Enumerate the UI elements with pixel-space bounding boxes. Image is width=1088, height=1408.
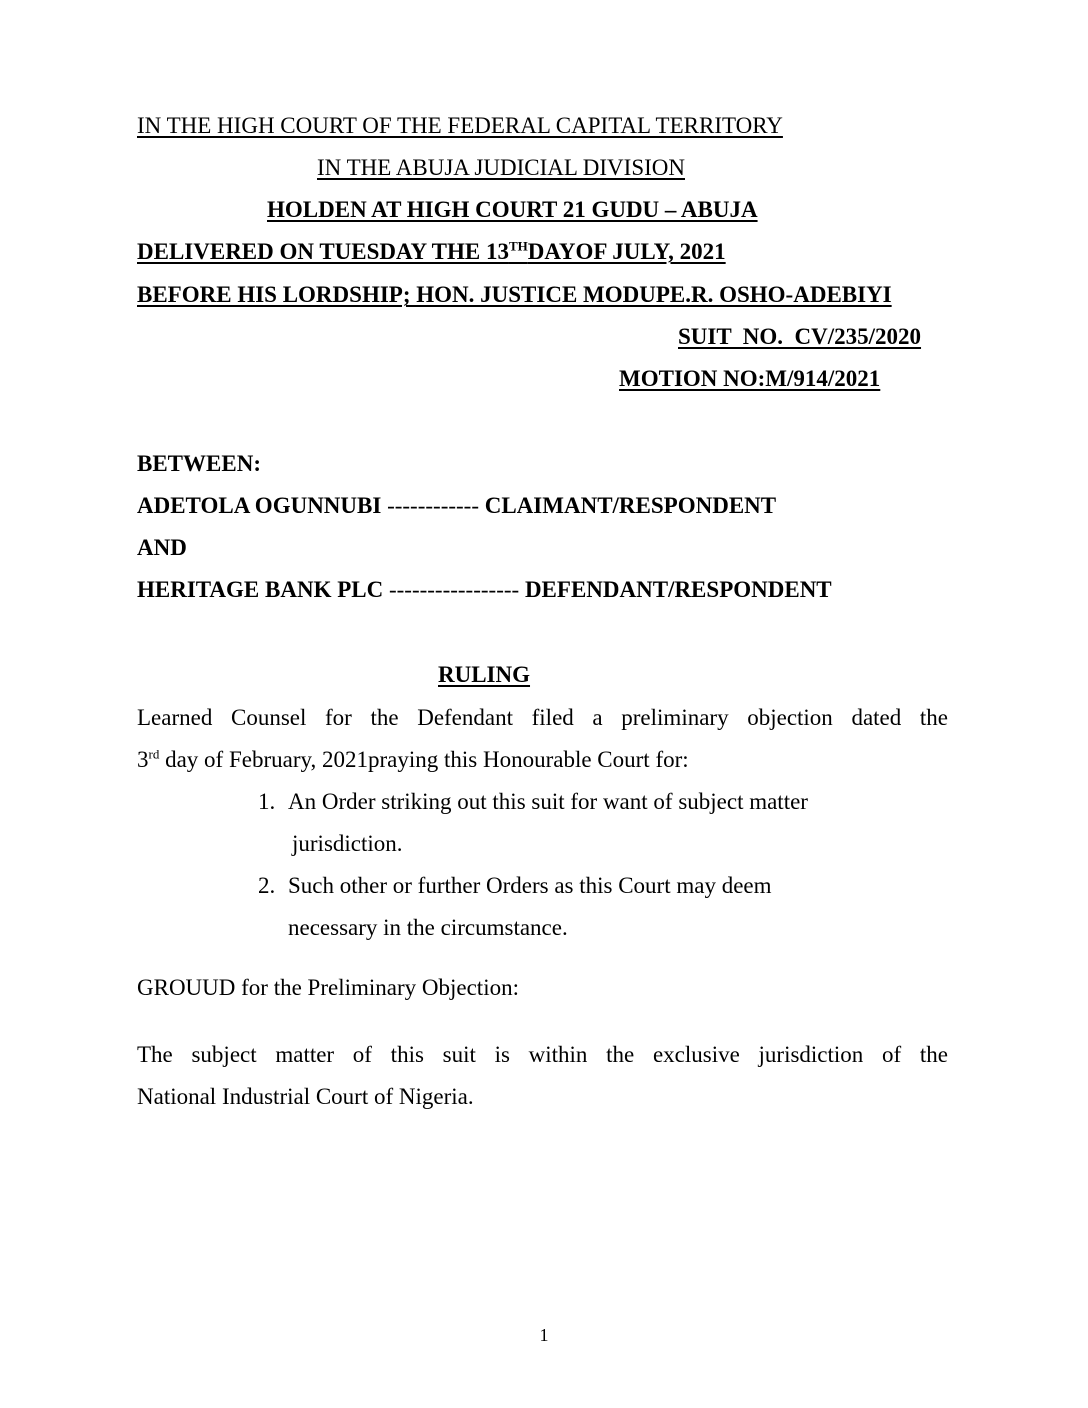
- ground-line-2: National Industrial Court of Nigeria.: [137, 1084, 474, 1109]
- claimant-name: ADETOLA OGUNNUBI: [137, 493, 382, 518]
- delivered-line: [137, 238, 726, 266]
- list-item-continuation: jurisdiction.: [292, 831, 403, 856]
- list-item-number: 2.: [258, 873, 276, 898]
- motion-number: MOTION NO:M/914/2021: [619, 366, 881, 391]
- court-title: IN THE HIGH COURT OF THE FEDERAL CAPITAL TERRITORY: [137, 113, 783, 138]
- holden-line: HOLDEN AT HIGH COURT 21 GUDU – ABUJA: [267, 197, 758, 222]
- suit-number: SUIT NO. CV/235/2020: [678, 324, 922, 349]
- division-title: IN THE ABUJA JUDICIAL DIVISION: [317, 155, 685, 180]
- defendant-name: HERITAGE BANK PLC: [137, 577, 384, 602]
- and-label: AND: [137, 535, 187, 560]
- intro-day-ordinal: rd: [148, 746, 160, 762]
- list-item-line: An Order striking out this suit for want of subject matter: [288, 789, 808, 814]
- page-number: 1: [539, 1325, 549, 1345]
- ruling-intro-line-2: [137, 746, 689, 774]
- list-item-line: Such other or further Orders as this Court may deem: [288, 873, 772, 898]
- list-item-number: 1.: [258, 789, 276, 814]
- ground-heading: GROUUD for the Preliminary Objection:: [137, 975, 519, 1000]
- ruling-intro-line-1: Learned Counsel for the Defendant filed a preliminary objection dated the: [137, 705, 948, 730]
- defendant-line: [137, 576, 832, 604]
- delivered-ordinal: TH: [508, 238, 528, 254]
- claimant-role: CLAIMANT/RESPONDENT: [484, 493, 777, 518]
- delivered-prefix: DELIVERED ON TUESDAY THE 13: [137, 239, 509, 264]
- delivered-suffix: DAYOF JULY, 2021: [527, 239, 726, 264]
- ruling-heading: RULING: [438, 662, 531, 687]
- intro-rest: day of February, 2021praying this Honourable Court for:: [159, 747, 689, 772]
- ground-line-1: The subject matter of this suit is within the exclusive jurisdiction of the: [137, 1042, 948, 1067]
- defendant-dashes: -----------------: [388, 577, 520, 602]
- intro-day-number: 3: [137, 747, 149, 772]
- defendant-role: DEFENDANT/RESPONDENT: [524, 577, 832, 602]
- before-line: BEFORE HIS LORDSHIP; HON. JUSTICE MODUPE.R. OSHO-ADEBIYI: [137, 282, 892, 307]
- claimant-dashes: ------------: [387, 493, 479, 518]
- claimant-line: [137, 492, 776, 520]
- between-label: BETWEEN:: [137, 451, 261, 476]
- list-item-continuation: necessary in the circumstance.: [288, 915, 568, 940]
